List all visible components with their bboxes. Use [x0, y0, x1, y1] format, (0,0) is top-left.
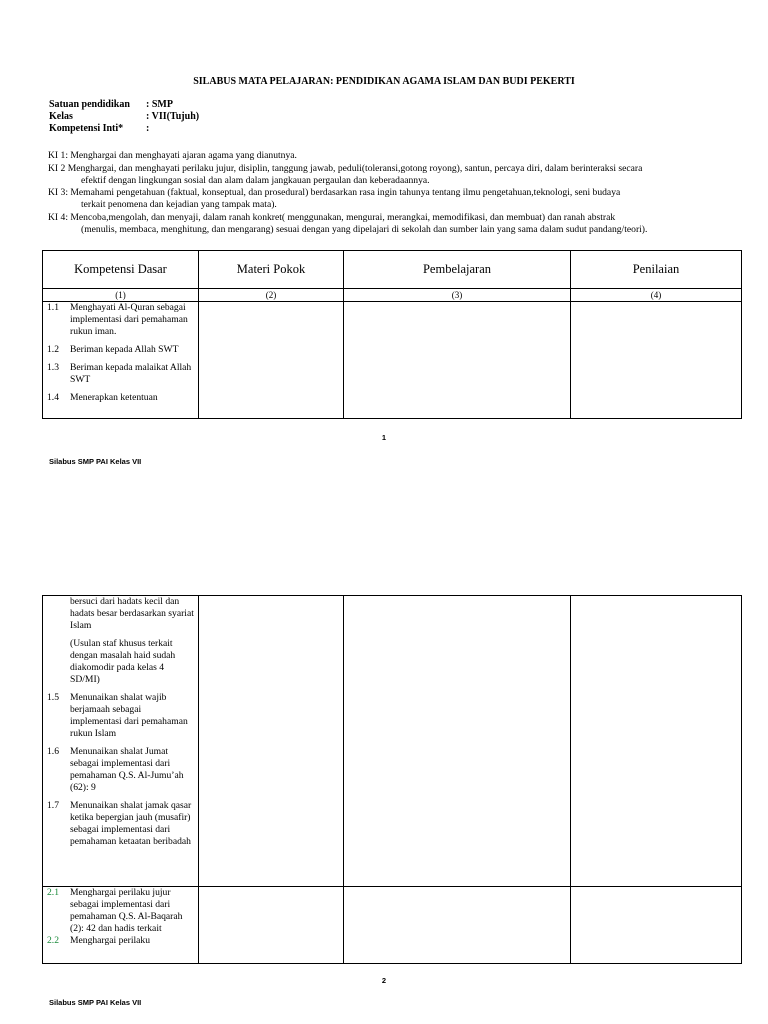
meta-value: : SMP: [146, 99, 173, 110]
header-pembelajaran: Pembelajaran: [344, 251, 571, 289]
column-number: (2): [199, 289, 344, 302]
ki-line: KI 1: Menghargai dan menghayati ajaran agama yang dianutnya.: [48, 150, 297, 161]
list-item: 1.6 Menunaikan shalat Jumat sebagai implementasi dari pemahaman Q.S. Al-Jumu’ah (62): 9: [47, 746, 184, 793]
list-item: 1.1 Menghayati Al-Quran sebagai implementasi dari pemahaman rukun iman.: [47, 302, 188, 337]
ki-line: efektif dengan lingkungan sosial dan alam dalam jangkauan pergaulan dan keberadaannya.: [81, 175, 430, 187]
ki-line: KI 4: Mencoba,mengolah, dan menyaji, dalam ranah konkret( menggunakan, mengurai, merangkai, memodifikasi, dan membuat) dan ranah abstrak: [48, 212, 616, 223]
ki-line: terkait penomena dan kejadian yang tampak mata).: [81, 199, 277, 211]
materi-cell: [199, 887, 344, 964]
pembelajaran-cell: [344, 302, 571, 419]
list-item: 2.1 Menghargai perilaku jujur sebagai implementasi dari pemahaman Q.S. Al-Baqarah (2): 42 dan hadis terkait: [47, 887, 183, 934]
meta-value: : VII(Tujuh): [146, 111, 200, 122]
column-number: (3): [344, 289, 571, 302]
ki-line: KI 3: Memahami pengetahuan (faktual, konseptual, dan prosedural) berdasarkan rasa ingin tahunya tentang ilmu pengetahuan,teknologi, seni budaya: [48, 187, 621, 198]
column-number: (4): [571, 289, 742, 302]
syllabus-table-page2: [42, 595, 742, 964]
meta-key: Satuan pendidikan: [49, 99, 130, 110]
syllabus-table-page1: [42, 250, 742, 419]
pembelajaran-cell: [344, 596, 571, 887]
ki-line: KI 2 Menghargai, dan menghayati perilaku jujur, disiplin, tanggung jawab, peduli(toleransi,gotong royong), santun, percaya diri, dalam berinteraksi secara: [48, 163, 643, 174]
ki-3: [48, 187, 736, 211]
kompetensi-cell: [43, 302, 199, 419]
pembelajaran-cell: [344, 887, 571, 964]
page-number: 2: [381, 976, 387, 985]
meta-row-kompetensi: [49, 123, 149, 134]
ki-line: (menulis, membaca, menghitung, dan mengarang) sesuai dengan yang dipelajari di sekolah dan sumber lain yang sama dalam sudut pandang/teori).: [81, 224, 648, 236]
kompetensi-cell: [43, 596, 199, 887]
penilaian-cell: [571, 887, 742, 964]
ki-2: [48, 163, 736, 187]
column-number: (1): [43, 289, 199, 302]
meta-row-satuan: [49, 99, 173, 110]
list-item: 1.4 Menerapkan ketentuan: [47, 392, 158, 403]
header-kompetensi-dasar: Kompetensi Dasar: [43, 251, 199, 289]
list-item-note: (Usulan staf khusus terkait dengan masalah haid sudah diakomodir pada kelas 4 SD/MI): [70, 638, 176, 685]
ki-4: [48, 212, 736, 236]
kompetensi-cell: [43, 887, 199, 964]
ki-1: [48, 150, 736, 162]
header-materi-pokok: Materi Pokok: [199, 251, 344, 289]
list-item: 1.3 Beriman kepada malaikat Allah SWT: [47, 362, 192, 385]
penilaian-cell: [571, 596, 742, 887]
meta-row-kelas: [49, 111, 199, 122]
meta-key: Kelas: [49, 111, 73, 122]
list-item: 1.7 Menunaikan shalat jamak qasar ketika bepergian jauh (musafir) sebagai implementasi dari pemahaman ketaatan beribadah: [47, 800, 192, 847]
page-footer: Silabus SMP PAI Kelas VII: [49, 998, 142, 1007]
document-title: SILABUS MATA PELAJARAN: PENDIDIKAN AGAMA ISLAM DAN BUDI PEKERTI: [193, 76, 575, 87]
list-item: 1.2 Beriman kepada Allah SWT: [47, 344, 179, 355]
materi-cell: [199, 302, 344, 419]
page-number: 1: [381, 433, 387, 442]
page-footer: Silabus SMP PAI Kelas VII: [49, 457, 142, 466]
meta-key: Kompetensi Inti*: [49, 123, 124, 134]
list-item: 2.2 Menghargai perilaku: [47, 935, 151, 946]
materi-cell: [199, 596, 344, 887]
meta-value: :: [146, 123, 150, 134]
list-item-continued: bersuci dari hadats kecil dan hadats besar berdasarkan syariat Islam: [70, 596, 194, 631]
list-item: 1.5 Menunaikan shalat wajib berjamaah sebagai implementasi dari pemahaman rukun Islam: [47, 692, 188, 739]
header-penilaian: Penilaian: [571, 251, 742, 289]
penilaian-cell: [571, 302, 742, 419]
